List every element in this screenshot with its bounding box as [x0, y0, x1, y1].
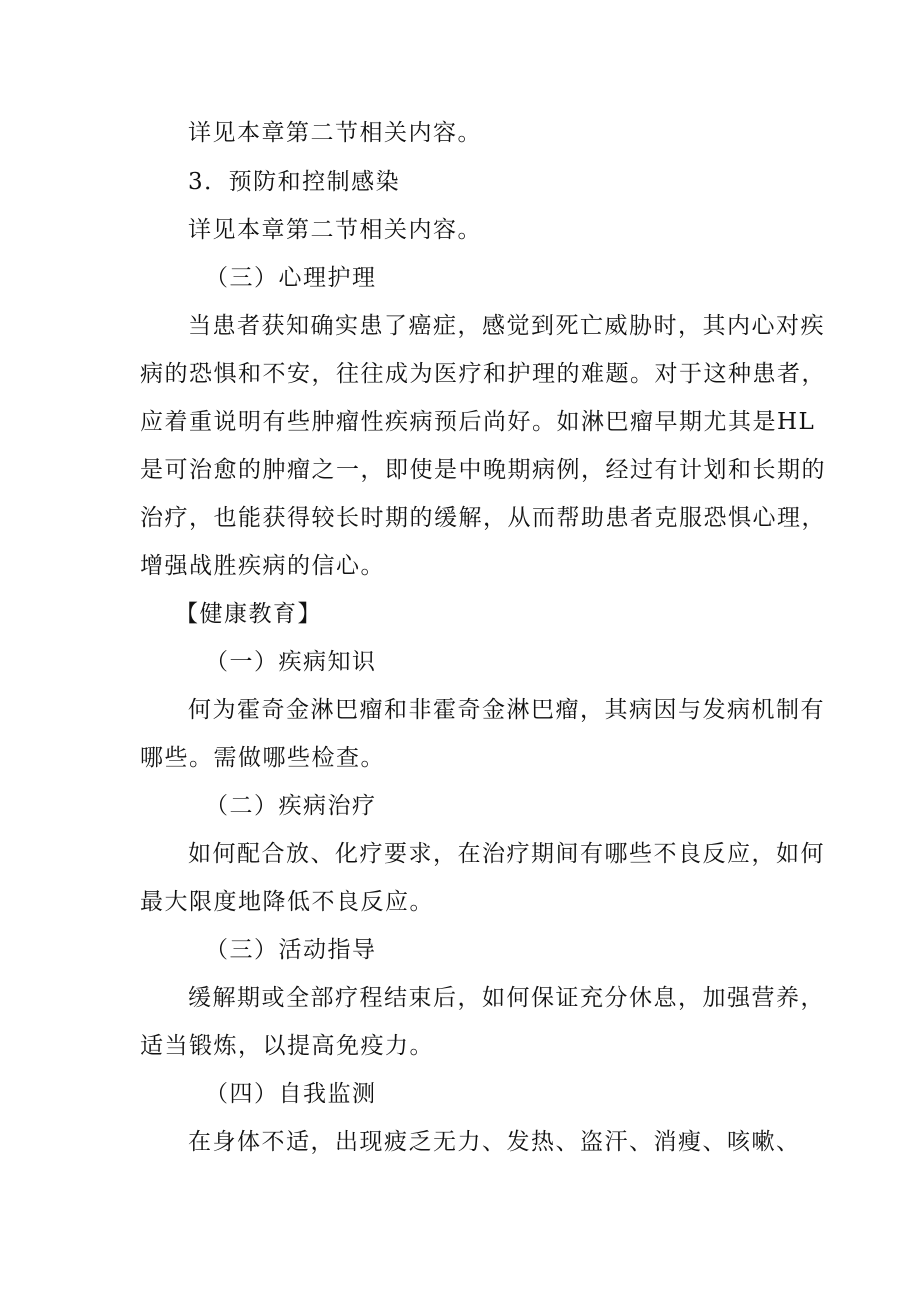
paragraph-line: 在身体不适，出现疲乏无力、发热、盗汗、消瘦、咳嗽、: [188, 1129, 801, 1155]
paragraph-line: 病的恐惧和不安，往往成为医疗和护理的难题。对于这种患者，: [140, 361, 826, 387]
paragraph-line: 哪些。需做哪些检查。: [140, 745, 385, 771]
section-heading: （四）自我监测: [205, 1081, 377, 1107]
section-heading: （三）心理护理: [205, 265, 377, 291]
paragraph-line: 治疗，也能获得较长时期的缓解，从而帮助患者克服恐惧心理，: [140, 505, 826, 531]
section-heading: （三）活动指导: [205, 937, 377, 963]
paragraph-line: 是可治愈的肿瘤之一，即使是中晚期病例，经过有计划和长期的: [140, 457, 826, 483]
paragraph-line: 何为霍奇金淋巴瘤和非霍奇金淋巴瘤，其病因与发病机制有: [188, 697, 825, 723]
paragraph-line: 增强战胜疾病的信心。: [140, 553, 385, 579]
paragraph-line: 详见本章第二节相关内容。: [188, 120, 482, 146]
paragraph-line: 适当锻炼，以提高免疫力。: [140, 1033, 434, 1059]
paragraph-line: 当患者获知确实患了癌症，感觉到死亡威胁时，其内心对疾: [188, 313, 825, 339]
paragraph-line: 应着重说明有些肿瘤性疾病预后尚好。如淋巴瘤早期尤其是HL: [140, 409, 816, 435]
paragraph-line: 缓解期或全部疗程结束后，如何保证充分休息，加强营养，: [188, 985, 825, 1011]
paragraph-line: 最大限度地降低不良反应。: [140, 889, 434, 915]
paragraph-line: 如何配合放、化疗要求，在治疗期间有哪些不良反应，如何: [188, 841, 825, 867]
section-heading: 【健康教育】: [175, 601, 322, 627]
section-heading: （一）疾病知识: [205, 649, 377, 675]
section-heading: （二）疾病治疗: [205, 793, 377, 819]
numbered-heading: 3．预防和控制感染: [188, 169, 401, 195]
paragraph-line: 详见本章第二节相关内容。: [188, 217, 482, 243]
